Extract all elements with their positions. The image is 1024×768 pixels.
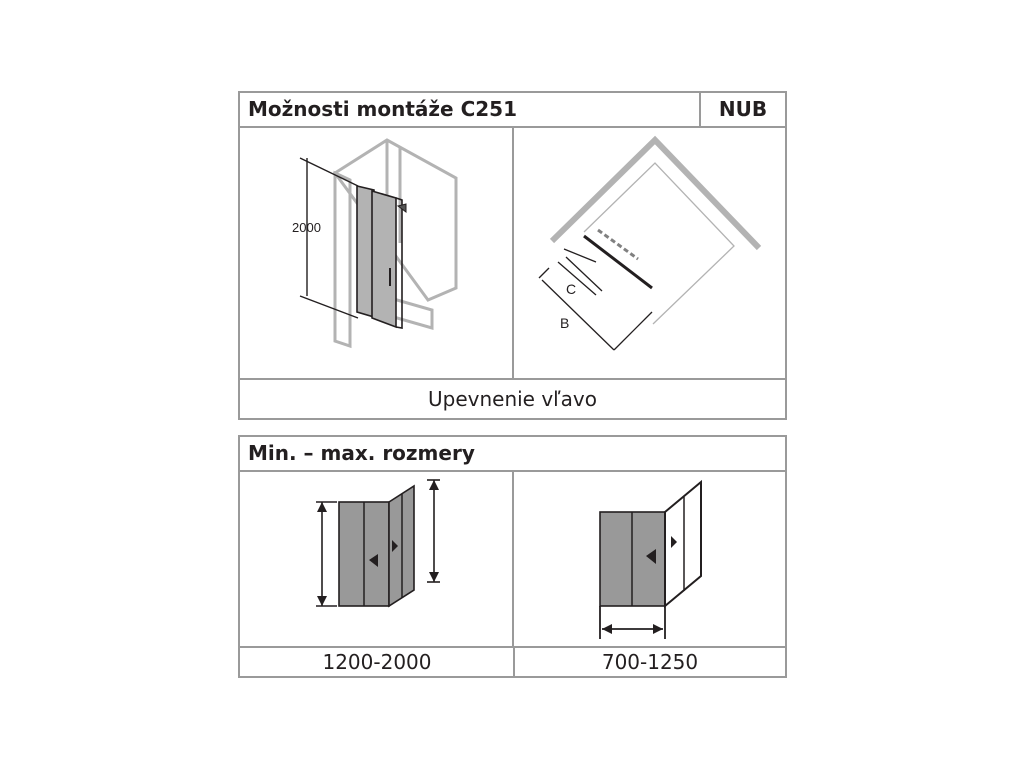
- door-panel-sliding: [372, 191, 396, 327]
- plan-view-illustration: [514, 128, 785, 379]
- width-arrows: [600, 606, 665, 639]
- width-range-value: 700-1250: [601, 650, 699, 674]
- model-code: NUB: [699, 93, 785, 126]
- mounting-options-header: [240, 93, 785, 128]
- side-panel: [665, 482, 701, 606]
- size-range-table: [238, 435, 787, 678]
- plan-dimension-lines: [539, 249, 652, 350]
- height-label: 2000: [292, 220, 321, 235]
- height-range-illustration: [240, 472, 512, 646]
- height-range-cell: [240, 472, 514, 646]
- mounting-caption-row: [240, 378, 785, 418]
- mounting-options-title: Možnosti montáže C251: [248, 97, 518, 121]
- left-wall: [335, 173, 350, 346]
- dimension-b-label: B: [560, 315, 570, 331]
- dimension-c-label: C: [566, 281, 577, 297]
- shower-3d-illustration: [240, 128, 512, 379]
- mounting-caption: Upevnenie vľavo: [427, 387, 597, 411]
- plan-door-sliding: [598, 230, 638, 259]
- size-range-header: [240, 437, 785, 472]
- width-range-cell: [514, 472, 785, 646]
- height-range-value: 1200-2000: [322, 650, 432, 674]
- mounting-options-table: [238, 91, 787, 420]
- width-range-illustration: [514, 472, 785, 646]
- shower-3d-view-cell: [240, 128, 514, 379]
- plan-view-cell: [514, 128, 785, 379]
- corner-walls: [552, 140, 759, 248]
- size-range-title: Min. – max. rozmery: [248, 441, 475, 465]
- size-range-values-row: [240, 646, 785, 676]
